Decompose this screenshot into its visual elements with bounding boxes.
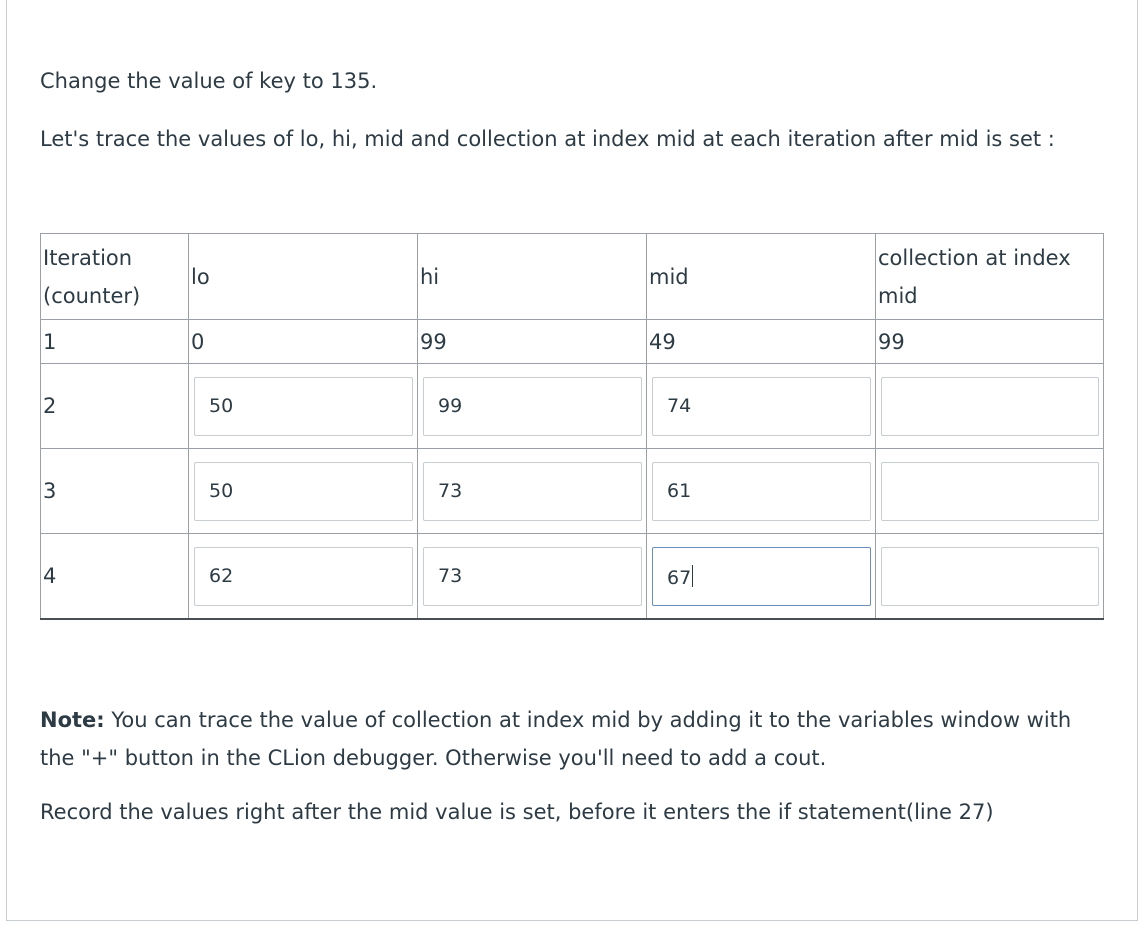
- table-row: [41, 449, 1104, 534]
- hi-input[interactable]: 99: [423, 377, 642, 436]
- cell-collection: 99: [876, 320, 1104, 364]
- cell-collection: [876, 364, 1104, 449]
- lo-input[interactable]: 62: [194, 547, 413, 606]
- collection-input[interactable]: [881, 377, 1099, 436]
- cell-hi: 99: [418, 320, 647, 364]
- note-paragraph: [40, 701, 1100, 777]
- record-instruction: Record the values right after the mid value is set, before it enters the if statement(line 27): [40, 800, 994, 824]
- header-iteration: Iteration (counter): [41, 234, 189, 320]
- cell-mid: [647, 364, 876, 449]
- lo-input[interactable]: 50: [194, 377, 413, 436]
- cell-collection: [876, 534, 1104, 620]
- text-caret: [692, 565, 693, 587]
- header-lo: lo: [189, 234, 418, 320]
- cell-hi: [418, 364, 647, 449]
- cell-iteration: 2: [41, 364, 189, 449]
- collection-input[interactable]: [881, 462, 1099, 521]
- trace-table: [40, 233, 1104, 620]
- mid-input-value: 67: [667, 566, 692, 589]
- note-label: Note:: [40, 708, 105, 732]
- cell-mid: 49: [647, 320, 876, 364]
- cell-mid: [647, 534, 876, 620]
- cell-mid: [647, 449, 876, 534]
- cell-iteration: 3: [41, 449, 189, 534]
- cell-hi: [418, 534, 647, 620]
- table-row: [41, 320, 1104, 364]
- instruction-key: Change the value of key to 135.: [40, 69, 378, 93]
- hi-input[interactable]: 73: [423, 547, 642, 606]
- cell-lo: [189, 364, 418, 449]
- header-mid: mid: [647, 234, 876, 320]
- cell-collection: [876, 449, 1104, 534]
- cell-lo: 0: [189, 320, 418, 364]
- collection-input[interactable]: [881, 547, 1099, 606]
- mid-input-focused[interactable]: [652, 547, 871, 606]
- instruction-trace: Let's trace the values of lo, hi, mid and collection at index mid at each iteration after mid is set :: [40, 127, 1055, 151]
- table-header-row: [41, 234, 1104, 320]
- cell-iteration: 1: [41, 320, 189, 364]
- cell-iteration: 4: [41, 534, 189, 620]
- table-row: [41, 364, 1104, 449]
- lo-input[interactable]: 50: [194, 462, 413, 521]
- header-collection: collection at index mid: [876, 234, 1104, 320]
- header-hi: hi: [418, 234, 647, 320]
- cell-lo: [189, 449, 418, 534]
- mid-input[interactable]: 61: [652, 462, 871, 521]
- cell-lo: [189, 534, 418, 620]
- note-text: You can trace the value of collection at index mid by adding it to the variables window with the "+" button in the CLion debugger. Otherwise you'll need to add a cout.: [40, 708, 1072, 770]
- table-row: [41, 534, 1104, 620]
- cell-hi: [418, 449, 647, 534]
- hi-input[interactable]: 73: [423, 462, 642, 521]
- mid-input[interactable]: 74: [652, 377, 871, 436]
